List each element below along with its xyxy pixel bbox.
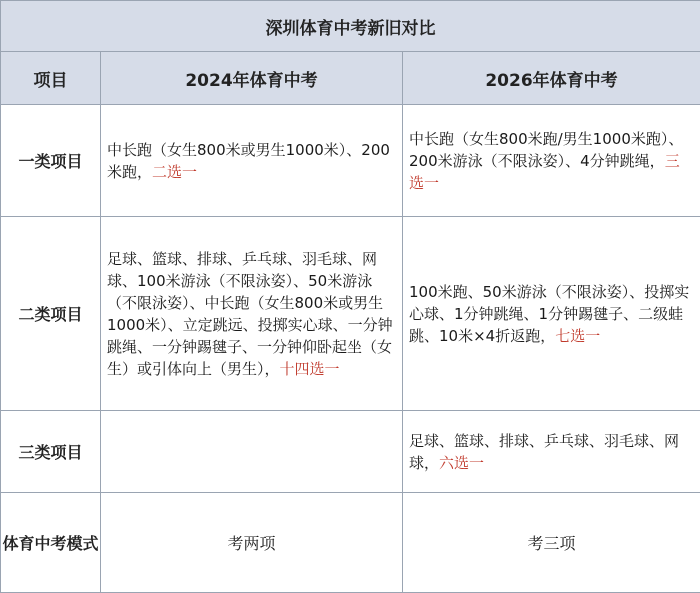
cell-2026-category-1 — [403, 105, 700, 217]
header-item: 项目 — [1, 52, 101, 105]
cell-2026-category-3 — [403, 411, 700, 493]
row-label-category-3: 三类项目 — [1, 411, 101, 493]
row-label-category-1: 一类项目 — [1, 105, 101, 217]
cell-2026-category-2 — [403, 217, 700, 411]
cell-2024-category-3 — [101, 411, 403, 493]
title-row — [1, 1, 700, 52]
cell-text: 足球、篮球、排球、乒乓球、羽毛球、网球、100米游泳（不限泳姿）、50米游泳（不限泳姿）、中长跑（女生800米或男生1000米）、立定跳远、投掷实心球、一分钟跳绳、一分钟踢毽子、一分钟仰卧起坐（女生）或引体向上（男生）， — [107, 250, 393, 378]
cell-text: 中长跑（女生800米或男生1000米）、200米跑， — [107, 141, 390, 181]
cell-2024-category-2 — [101, 217, 403, 411]
cell-text: 中长跑（女生800米跑/男生1000米跑）、200米游泳（不限泳姿）、4分钟跳绳， — [409, 130, 683, 170]
header-2024: 2024年体育中考 — [101, 52, 403, 105]
pick-rule: 六选一 — [439, 454, 484, 472]
cell-text: 100米跑、50米游泳（不限泳姿）、投掷实心球、1分钟跳绳、1分钟踢毽子、二级蛙跳、10米×4折返跑， — [409, 283, 689, 345]
table-row — [1, 217, 700, 411]
table-title: 深圳体育中考新旧对比 — [1, 1, 700, 52]
cell-2026-exam-mode: 考三项 — [403, 493, 700, 593]
pick-rule: 三选一 — [409, 152, 680, 192]
pick-rule: 二选一 — [152, 163, 197, 181]
cell-text: 足球、篮球、排球、乒乓球、羽毛球、网球， — [409, 432, 679, 472]
pick-rule: 七选一 — [555, 327, 600, 345]
row-label-category-2: 二类项目 — [1, 217, 101, 411]
pick-rule: 十四选一 — [280, 360, 340, 378]
table-row — [1, 493, 700, 593]
cell-2024-category-1 — [101, 105, 403, 217]
table-row — [1, 411, 700, 493]
header-row — [1, 52, 700, 105]
table-row — [1, 105, 700, 217]
header-2026: 2026年体育中考 — [403, 52, 700, 105]
row-label-exam-mode: 体育中考模式 — [1, 493, 101, 593]
cell-2024-exam-mode: 考两项 — [101, 493, 403, 593]
